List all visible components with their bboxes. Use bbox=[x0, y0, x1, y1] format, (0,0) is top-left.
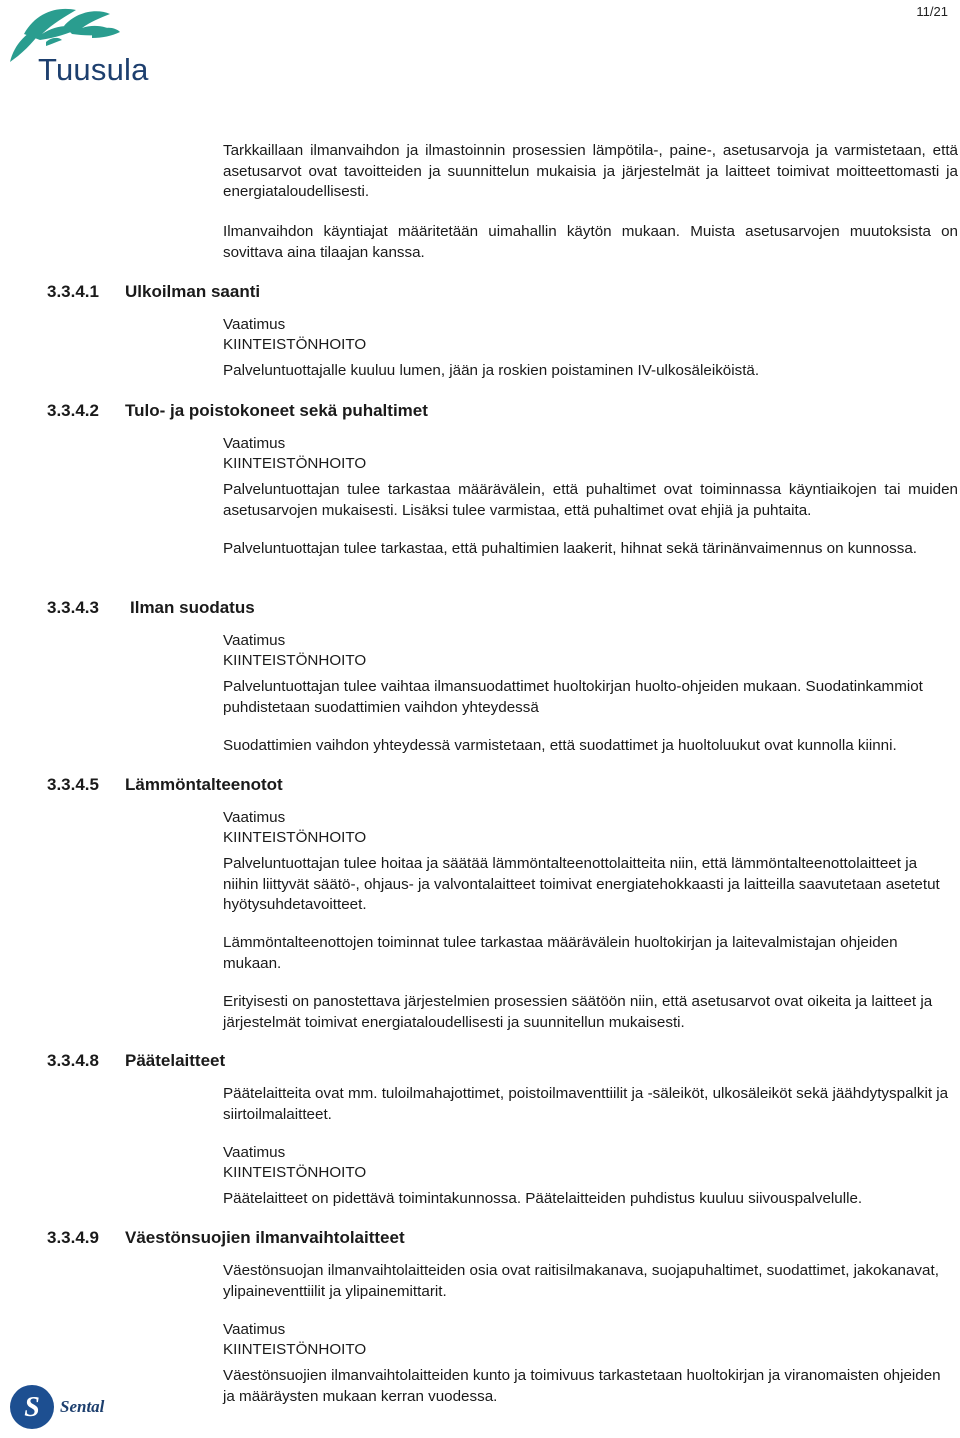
section-title: Lämmöntalteenotot bbox=[125, 775, 283, 794]
requirement-text: Päätelaitteet on pidettävä toimintakunnossa. Päätelaitteiden puhdistus kuuluu siivouspalvelulle. bbox=[223, 1190, 863, 1207]
section-heading-ilman-suodatus bbox=[47, 597, 255, 619]
sental-s-mark-icon bbox=[8, 1383, 58, 1433]
tuusula-logo-text: Tuusula bbox=[38, 52, 149, 87]
requirement-type: KIINTEISTÖNHOITO bbox=[223, 1341, 367, 1358]
requirement-text: Palveluntuottajalle kuuluu lumen, jään ja roskien poistaminen IV-ulkosäleiköistä. bbox=[223, 362, 760, 379]
intro-paragraph-1: Tarkkaillaan ilmanvaihdon ja ilmastoinnin prosessien lämpötila-, paine-, asetusarvoja ja varmistetaan, että asetusarvot ovat tavoitteiden ja suunnittelun mukaisia ja järjestelmät ja laitteet toimivat moitteettomasti ja energiataloudellisesti. bbox=[223, 142, 958, 200]
requirement-type: KIINTEISTÖNHOITO bbox=[223, 652, 367, 669]
requirement-label: Vaatimus bbox=[223, 316, 286, 333]
section-heading-vaestonsuojien-ilmanvaihtolaitteet bbox=[47, 1227, 405, 1249]
requirement-text: Palveluntuottajan tulee tarkastaa, että puhaltimien laakerit, hihnat sekä tärinänvaimennus on kunnossa. bbox=[223, 540, 917, 557]
requirement-text: Väestönsuojien ilmanvaihtolaitteiden kunto ja toimivuus tarkastetaan huoltokirjan ja viranomaisten ohjeiden ja määräysten mukaan kerran vuodessa. bbox=[223, 1367, 941, 1405]
section-heading-tulo-ja-poistokoneet bbox=[47, 400, 428, 422]
section-title: Väestönsuojien ilmanvaihtolaitteet bbox=[125, 1228, 405, 1247]
requirement-label: Vaatimus bbox=[223, 1321, 286, 1338]
requirement-type: KIINTEISTÖNHOITO bbox=[223, 829, 367, 846]
section-intro-text: Päätelaitteita ovat mm. tuloilmahajottimet, poistoilmaventtiilit ja -säleiköt, ulkosäleiköt sekä jäähdytyspalkit ja siirtoilmalaitteet. bbox=[223, 1085, 949, 1123]
requirement-text: Palveluntuottajan tulee tarkastaa määrävälein, että puhaltimet ovat toiminnassa käyntiaikojen tai muiden asetusarvojen mukaisesti. Lisäksi tulee varmistaa, että puhaltimet ovat ehjiä ja puhtaita. bbox=[223, 481, 958, 519]
section-number: 3.3.4.2 bbox=[47, 401, 99, 420]
requirement-text: Palveluntuottajan tulee hoitaa ja säätää lämmöntalteenottolaitteita niin, että lämmöntalteenottolaitteet ja niihin liittyvät säätö-, ohjaus- ja valvontalaitteet toimivat energiatehokkaasti ja laitteilla saavutetaan asetetut hyötysuhdetavoitteet. bbox=[223, 855, 940, 913]
section-title: Ilman suodatus bbox=[130, 598, 255, 617]
intro-paragraph-2: Ilmanvaihdon käyntiajat määritetään uimahallin käytön mukaan. Muista asetusarvojen muutoksista on sovittava aina tilaajan kanssa. bbox=[223, 223, 958, 261]
requirement-type: KIINTEISTÖNHOITO bbox=[223, 336, 367, 353]
section-number: 3.3.4.8 bbox=[47, 1051, 99, 1070]
section-heading-lammontalteenotot bbox=[47, 774, 283, 796]
sental-logo-text: Sental bbox=[60, 1397, 105, 1416]
requirement-type: KIINTEISTÖNHOITO bbox=[223, 455, 367, 472]
requirement-label: Vaatimus bbox=[223, 809, 286, 826]
requirement-label: Vaatimus bbox=[223, 435, 286, 452]
section-number: 3.3.4.3 bbox=[47, 598, 99, 617]
section-title: Ulkoilman saanti bbox=[125, 282, 261, 301]
requirement-label: Vaatimus bbox=[223, 1144, 286, 1161]
section-heading-paatelaitteet bbox=[47, 1050, 225, 1072]
requirement-text: Palveluntuottajan tulee vaihtaa ilmansuodattimet huoltokirjan huolto-ohjeiden mukaan. Suodatinkammiot puhdistetaan suodattimien vaihdon yhteydessä bbox=[223, 678, 923, 716]
svg-text:S: S bbox=[24, 1392, 40, 1423]
page-number: 11/21 bbox=[916, 4, 948, 19]
requirement-text: Lämmöntalteenottojen toiminnat tulee tarkastaa määrävälein huoltokirjan ja laitevalmistajan ohjeiden mukaan. bbox=[223, 934, 898, 972]
section-number: 3.3.4.9 bbox=[47, 1228, 99, 1247]
section-title: Tulo- ja poistokoneet sekä puhaltimet bbox=[125, 401, 428, 420]
section-heading-ulkoilman-saanti bbox=[47, 281, 260, 303]
requirement-label: Vaatimus bbox=[223, 632, 286, 649]
requirement-type: KIINTEISTÖNHOITO bbox=[223, 1164, 367, 1181]
section-title: Päätelaitteet bbox=[125, 1051, 226, 1070]
requirement-text: Suodattimien vaihdon yhteydessä varmistetaan, että suodattimet ja huoltoluukut ovat kunnolla kiinni. bbox=[223, 737, 897, 754]
section-number: 3.3.4.5 bbox=[47, 775, 99, 794]
requirement-text: Erityisesti on panostettava järjestelmien prosessien säätöön niin, että asetusarvot ovat oikeita ja laitteet ja järjestelmät toimivat energiataloudellisesti ja suunnitellun mukaisesti. bbox=[223, 993, 933, 1031]
section-number: 3.3.4.1 bbox=[47, 282, 99, 301]
section-intro-text: Väestönsuojan ilmanvaihtolaitteiden osia ovat raitisilmakanava, suojapuhaltimet, suodattimet, jakokanavat, ylipaineventtiilit ja ylipainemittarit. bbox=[223, 1262, 939, 1300]
